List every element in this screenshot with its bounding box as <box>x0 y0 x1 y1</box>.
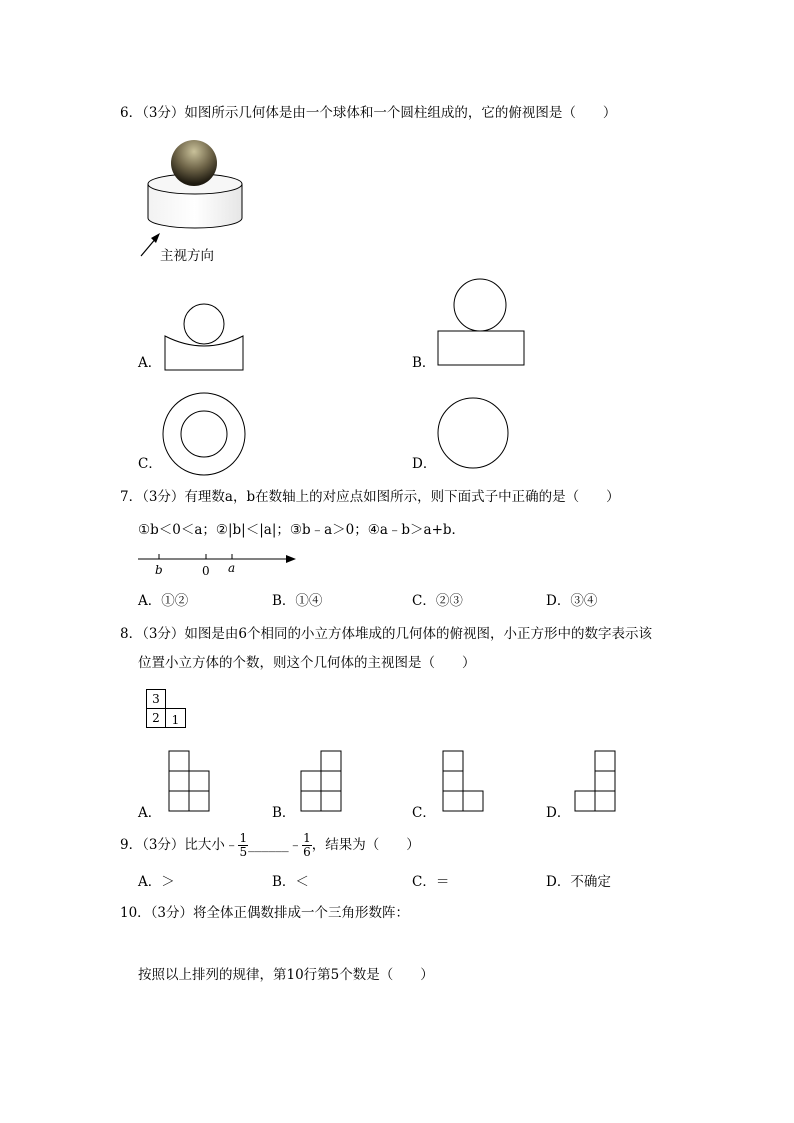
question-9-stem <box>120 827 420 863</box>
q7-axis-label-b: b <box>155 563 163 577</box>
q7-axis-label-a: a <box>228 561 236 575</box>
q9-option-d[interactable]: D．不确定 <box>546 874 611 890</box>
q8-option-b-label[interactable]: B． <box>272 805 296 821</box>
q6-option-a-figure <box>160 300 270 370</box>
q9-frac1-num: 1 <box>239 831 248 845</box>
q6-option-d-label[interactable]: D． <box>412 456 437 472</box>
q7-option-a[interactable]: A．①② <box>138 593 189 609</box>
q9-minus: ﹣ <box>288 837 303 853</box>
q6-option-b-label[interactable]: B． <box>412 355 436 371</box>
q8-option-d-label[interactable]: D． <box>546 805 571 821</box>
q9-prefix: 9．（3分）比大小﹣ <box>120 837 239 853</box>
q7-option-c[interactable]: C．②③ <box>412 593 463 609</box>
question-7-statements: ①b＜0＜a；②|b|＜|a|；③b﹣a＞0；④a﹣b＞a+b． <box>138 522 466 538</box>
q9-option-c[interactable]: C．＝ <box>412 874 450 890</box>
q9-frac2-den: 6 <box>303 845 311 859</box>
question-7-stem: 7．（3分）有理数a，b在数轴上的对应点如图所示，则下面式子中正确的是（ ） <box>120 489 620 505</box>
q9-option-a[interactable]: A．＞ <box>138 874 175 890</box>
q7-option-d[interactable]: D．③④ <box>546 593 598 609</box>
q9-option-b[interactable]: B．＜ <box>272 874 309 890</box>
question-8-stem-line2: 位置小立方体的个数，则这个几何体的主视图是（ ） <box>138 655 476 671</box>
q8-option-d-figure <box>574 750 619 814</box>
q9-frac1-den: 5 <box>239 845 248 859</box>
grid-cell-top: 3 <box>146 689 166 709</box>
grid-cell-bottom-right: 1 <box>165 708 186 728</box>
q9-frac2-num: 1 <box>303 831 311 845</box>
q9-blank[interactable]: ______ <box>248 837 289 853</box>
main-view-direction-label: 主视方向 <box>160 248 214 264</box>
q9-fraction-2 <box>302 832 312 859</box>
q8-option-c-label[interactable]: C． <box>412 805 436 821</box>
question-8-stem-line1: 8．（3分）如图是由6个相同的小立方体堆成的几何体的俯视图，小正方形中的数字表示该 <box>120 626 653 642</box>
q7-number-line <box>138 551 308 571</box>
q6-solid-figure <box>145 138 255 238</box>
q6-option-a-label[interactable]: A． <box>138 355 162 371</box>
q8-option-a-figure <box>168 750 213 814</box>
question-10-question: 按照以上排列的规律，第10行第5个数是（ ） <box>138 967 434 983</box>
q6-option-c-figure <box>160 393 250 483</box>
question-6-stem: 6．（3分）如图所示几何体是由一个球体和一个圆柱组成的，它的俯视图是（ ） <box>120 105 617 121</box>
q6-option-c-label[interactable]: C． <box>138 456 162 472</box>
q8-option-b-figure <box>300 750 345 814</box>
question-10-stem: 10．（3分）将全体正偶数排成一个三角形数阵： <box>120 905 410 921</box>
grid-cell-bottom-left: 2 <box>146 708 166 728</box>
q7-option-b[interactable]: B．①④ <box>272 593 323 609</box>
q9-fraction-1 <box>238 832 248 859</box>
q8-top-view-grid <box>146 689 188 729</box>
q7-axis-label-zero: 0 <box>202 564 210 578</box>
q6-option-b-figure <box>436 278 536 368</box>
q6-option-d-figure <box>436 396 516 476</box>
q8-option-a-label[interactable]: A． <box>138 805 162 821</box>
q8-option-c-figure <box>442 750 487 814</box>
q9-suffix: ，结果为（ ） <box>311 837 420 853</box>
